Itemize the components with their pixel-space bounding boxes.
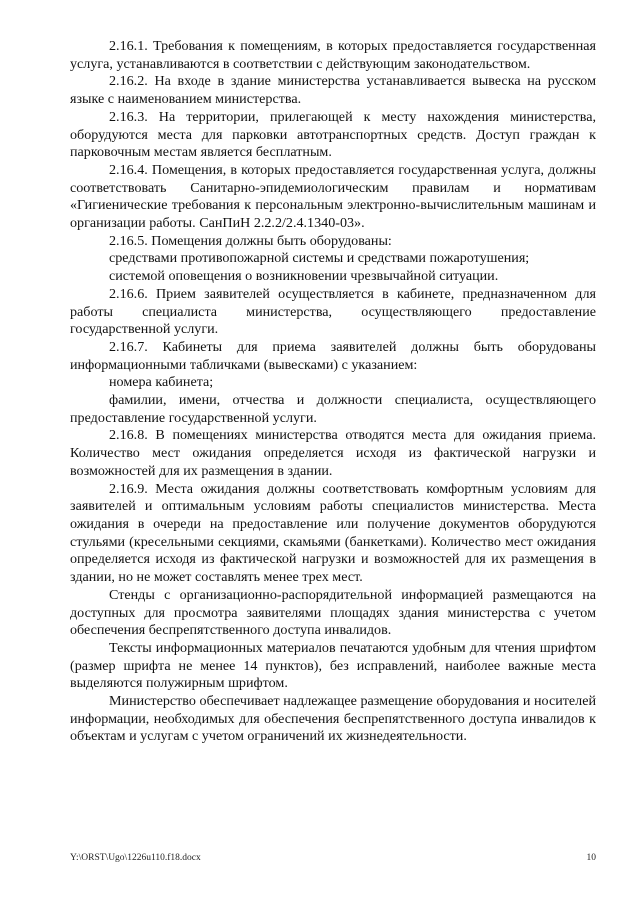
list-item-emergency-alert: системой оповещения о возникновении чрезвычайной ситуации. [109, 268, 499, 285]
list-item-room-number: номера кабинета; [109, 374, 214, 391]
paragraph-texts: Тексты информационных материалов печатаются удобным для чтения шрифтом (размер шрифта не менее 14 пунктов), без исправлений, наиболее важные места выделяются полужирным шрифтом. [70, 639, 596, 692]
paragraph-2-16-7: 2.16.7. Кабинеты для приема заявителей должны быть оборудованы информационными табличками (вывесками) с указанием: [70, 338, 596, 373]
document-body [70, 38, 596, 746]
paragraph-2-16-1: 2.16.1. Требования к помещениям, в которых предоставляется государственная услуга, устанавливаются в соответствии с действующим законодательством. [70, 38, 596, 72]
paragraph-2-16-6: 2.16.6. Прием заявителей осуществляется в кабинете, предназначенном для работы специалиста министерства, осуществляющего предоставление государственной услуги. [70, 285, 596, 338]
paragraph-ministry-accessibility: Министерство обеспечивает надлежащее размещение оборудования и носителей информации, необходимых для обеспечения беспрепятственного доступа инвалидов к объектам и услугам с учетом ограничений их жизнедеятельности. [70, 693, 596, 745]
paragraph-2-16-4: 2.16.4. Помещения, в которых предоставляется государственная услуга, должны соответствовать Санитарно-эпидемиологическим правилам и нормативам «Гигиенические требования к персональным электронно-вычислительным машинам и организации работы. СанПиН 2.2.2/2.4.1340-03». [70, 161, 596, 232]
paragraph-2-16-9: 2.16.9. Места ожидания должны соответствовать комфортным условиям для заявителей и оптимальным условиям работы специалистов министерства. Места ожидания в очереди на предоставление или получение документов оборудуются стульями (кресельными секциями, скамьями (банкетками). Количество мест ожидания определяется исходя из фактической нагрузки и возможностей для их размещения в здании, но не может составлять менее трех мест. [70, 480, 596, 586]
list-item-specialist-name: фамилии, имени, отчества и должности специалиста, осуществляющего предоставление государственной услуги. [70, 392, 596, 426]
list-item-fire-safety: средствами противопожарной системы и средствами пожаротушения; [109, 250, 530, 267]
paragraph-stands: Стенды с организационно-распорядительной информацией размещаются на доступных для просмотра заявителями площадях здания министерства с учетом обеспечения беспрепятственного доступа инвалидов. [70, 586, 596, 639]
page-number: 10 [586, 853, 596, 863]
paragraph-2-16-5: 2.16.5. Помещения должны быть оборудованы: [109, 232, 392, 249]
footer-file-path: Y:\ORST\Ugo\1226u110.f18.docx [70, 853, 201, 863]
paragraph-2-16-8: 2.16.8. В помещениях министерства отводятся места для ожидания приема. Количество мест ожидания определяется исходя из фактической нагрузки и возможностей для их размещения в здании. [70, 427, 596, 479]
paragraph-2-16-2: 2.16.2. На входе в здание министерства устанавливается вывеска на русском языке с наименованием министерства. [70, 73, 596, 108]
paragraph-2-16-3: 2.16.3. На территории, прилегающей к месту нахождения министерства, оборудуются места для парковки автотранспортных средств. Доступ граждан к парковочным местам является бесплатным. [70, 108, 596, 161]
